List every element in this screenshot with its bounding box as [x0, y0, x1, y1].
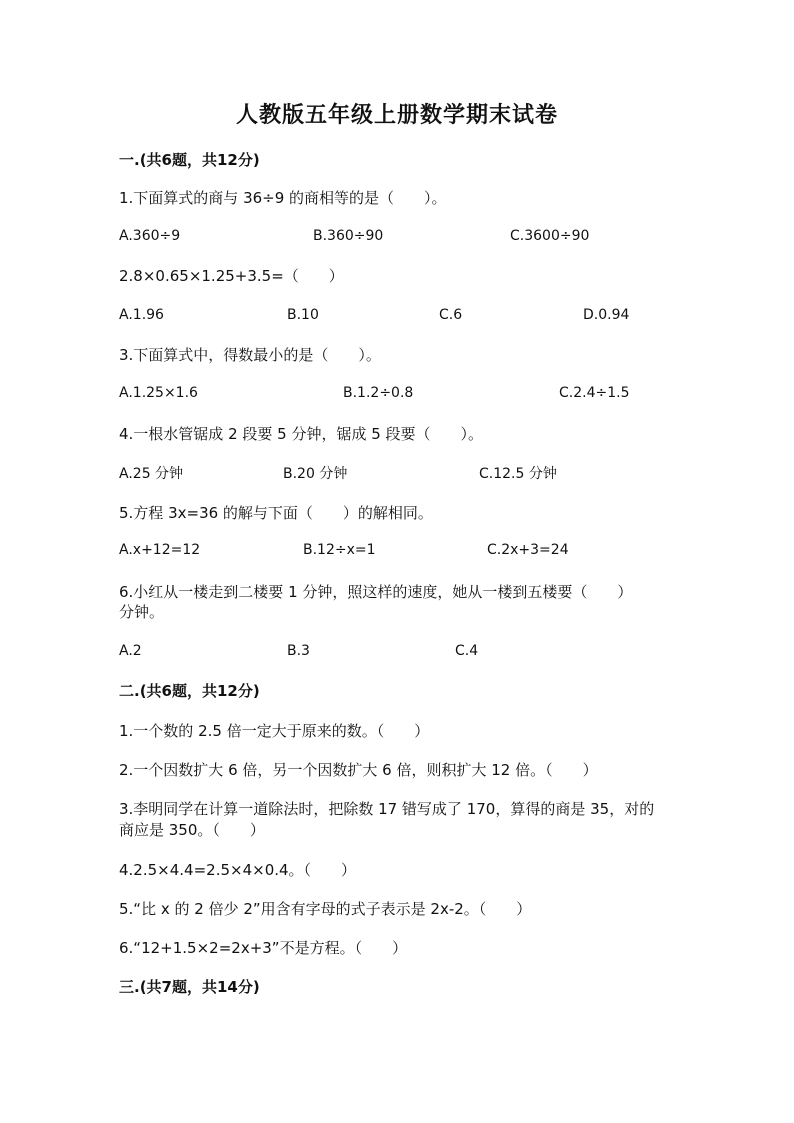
section-2-header: 二.(共6题，共12分) [119, 682, 260, 700]
q1-3-option-a: A.1.25×1.6 [119, 385, 198, 401]
question-1-5: 5.方程 3x=36 的解与下面（ ）的解相同。 [119, 504, 433, 522]
section-3-header: 三.(共7题，共14分) [119, 978, 260, 996]
q1-6-option-a: A.2 [119, 643, 142, 659]
q1-2-option-c: C.6 [439, 307, 463, 323]
section-1-header: 一.(共6题，共12分) [119, 151, 260, 169]
question-2-6: 6.“12+1.5×2=2x+3”不是方程。（ ） [119, 939, 408, 957]
question-1-1: 1.下面算式的商与 36÷9 的商相等的是（ ）。 [119, 189, 447, 207]
page-title: 人教版五年级上册数学期末试卷 [235, 102, 558, 128]
question-2-1: 1.一个数的 2.5 倍一定大于原来的数。（ ） [119, 722, 430, 740]
question-1-6: 6.小红从一楼走到二楼要 1 分钟，照这样的速度，她从一楼到五楼要（ ） [119, 583, 633, 601]
q1-1-option-a: A.360÷9 [119, 228, 181, 244]
q1-3-option-c: C.2.4÷1.5 [559, 385, 630, 401]
q1-4-option-c: C.12.5 分钟 [479, 466, 557, 482]
q1-5-option-c: C.2x+3=24 [487, 542, 569, 558]
q1-1-option-c: C.3600÷90 [510, 228, 590, 244]
question-1-4: 4.一根水管锯成 2 段要 5 分钟，锯成 5 段要（ ）。 [119, 425, 484, 443]
q1-2-option-a: A.1.96 [119, 307, 164, 323]
q1-5-option-a: A.x+12=12 [119, 542, 201, 558]
q1-5-option-b: B.12÷x=1 [303, 542, 376, 558]
q1-2-option-d: D.0.94 [583, 307, 630, 323]
question-2-3: 3.李明同学在计算一道除法时，把除数 17 错写成了 170，算得的商是 35，对的 [119, 800, 655, 818]
q1-2-option-b: B.10 [287, 307, 319, 323]
q1-4-option-a: A.25 分钟 [119, 466, 184, 482]
question-1-2: 2.8×0.65×1.25+3.5=（ ） [119, 267, 344, 285]
question-2-3-line2: 商应是 350。（ ） [119, 821, 265, 839]
q1-1-option-b: B.360÷90 [313, 228, 384, 244]
question-1-6-line2: 分钟。 [119, 603, 165, 621]
question-2-5: 5.“比 x 的 2 倍少 2”用含有字母的式子表示是 2x-2。（ ） [119, 900, 532, 918]
question-2-2: 2.一个因数扩大 6 倍，另一个因数扩大 6 倍，则积扩大 12 倍。（ ） [119, 761, 598, 779]
question-1-3: 3.下面算式中，得数最小的是（ ）。 [119, 346, 381, 364]
q1-4-option-b: B.20 分钟 [283, 466, 348, 482]
q1-6-option-b: B.3 [287, 643, 310, 659]
question-2-4: 4.2.5×4.4=2.5×4×0.4。（ ） [119, 861, 357, 879]
q1-6-option-c: C.4 [455, 643, 479, 659]
q1-3-option-b: B.1.2÷0.8 [343, 385, 414, 401]
